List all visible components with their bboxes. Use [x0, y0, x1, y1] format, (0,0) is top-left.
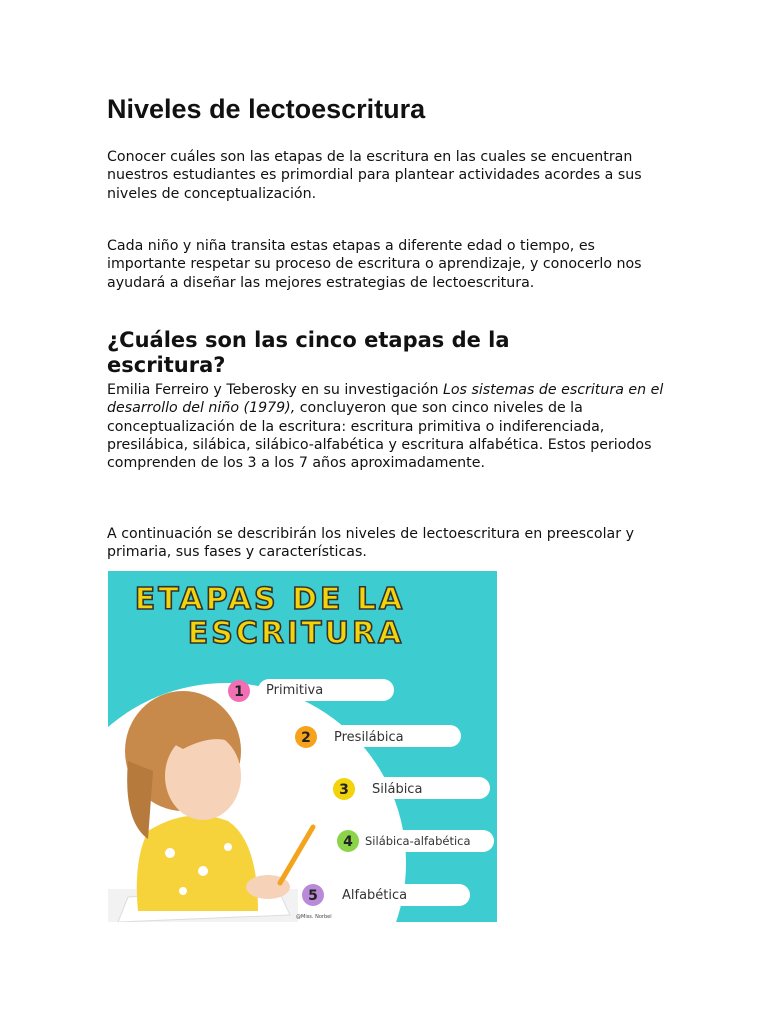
stage-4-number: 4	[343, 834, 353, 850]
stage-1-number: 1	[234, 684, 244, 700]
stage-2-number: 2	[301, 730, 311, 746]
infographic-title-line1: ETAPAS DE LA	[134, 582, 406, 617]
infographic-title-line2: ESCRITURA	[187, 616, 405, 651]
stage-5-label: Alfabética	[342, 888, 408, 903]
stage-5-number: 5	[308, 888, 318, 904]
stage-4-label: Silábica-alfabética	[365, 834, 471, 848]
image-credit: @Miss. Norbel	[296, 914, 332, 920]
writing-stages-infographic	[108, 571, 497, 922]
stage-3-number: 3	[339, 782, 349, 798]
section-paragraph-end: concluyeron que son cinco niveles de la conceptualización de la escritura: escritura primitiva o indiferenciada, presilábica, silábica, silábico-alfabética y escritura alfabética. Estos periodos comprenden de los 3 a los 7 años aproximadamente.	[107, 400, 652, 472]
section-heading: ¿Cuáles son las cinco etapas de la escritura?	[107, 328, 510, 377]
section-paragraph-start: Emilia Ferreiro y Teberosky en su investigación	[107, 382, 443, 398]
book-title: Los sistemas de escritura en el desarrollo del niño (1979),	[107, 382, 664, 417]
second-paragraph: Cada niño y niña transita estas etapas a diferente edad o tiempo, es importante respetar su proceso de escritura o aprendizaje, y conocerlo nos ayudará a diseñar las mejores estrategias de lectoescritura.	[107, 238, 642, 291]
stage-2-label: Presilábica	[334, 730, 404, 745]
closing-paragraph: A continuación se describirán los niveles de lectoescritura en preescolar y primaria, sus fases y características.	[107, 526, 634, 561]
intro-paragraph: Conocer cuáles son las etapas de la escritura en las cuales se encuentran nuestros estudiantes es primordial para plantear actividades acordes a sus niveles de conceptualización.	[107, 149, 642, 202]
stage-3-label: Silábica	[372, 782, 423, 797]
page-title: Niveles de lectoescritura	[107, 94, 426, 124]
section-paragraph	[107, 381, 667, 472]
stage-1-label: Primitiva	[266, 683, 324, 698]
